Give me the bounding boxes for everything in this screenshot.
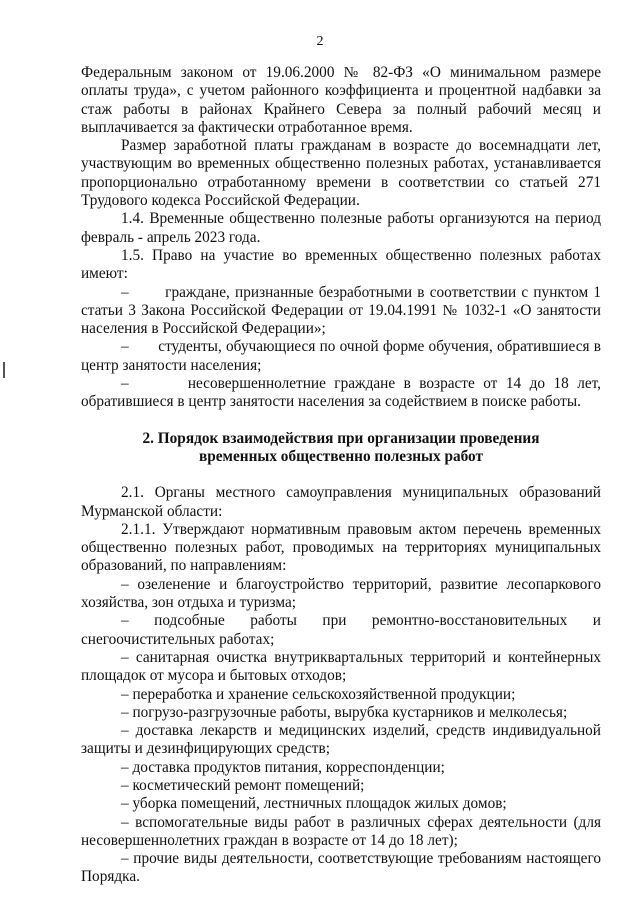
- list-item: – погрузо-разгрузочные работы, вырубка кустарников и мелколесья;: [121, 703, 568, 721]
- page-number: 2: [316, 34, 324, 49]
- list-item: – санитарная очистка внутриквартальных территорий и контейнерных площадок от мусора и бытовых отходов;: [81, 648, 601, 685]
- section-heading-line-1: 2. Порядок взаимодействия при организации проведения: [142, 429, 540, 447]
- list-item: – косметический ремонт помещений;: [121, 776, 365, 794]
- list-item: – студенты, обучающиеся по очной форме обучения, обратившиеся в центр занятости населения;: [81, 338, 601, 374]
- section-heading-line-2: временных общественно полезных работ: [198, 447, 484, 465]
- list-item: – несовершеннолетние граждане в возрасте от 14 до 18 лет, обратившиеся в центр занятости населения за содействием в поиске работы.: [81, 375, 601, 411]
- list-item: – озеленение и благоустройство территорий, развитие лесопаркового хозяйства, зон отдыха и туризма;: [81, 575, 601, 612]
- section-heading: [81, 430, 601, 467]
- paragraph: 2.1. Органы местного самоуправления муниципальных образований Мурманской области:: [81, 484, 601, 520]
- list-item: – прочие виды деятельности, соответствующие требованиям настоящего Порядка.: [81, 850, 601, 886]
- paragraph: Федеральным законом от 19.06.2000 № 82-ФЗ «О минимальном размере оплаты труда», с учетом районного коэффициента и процентной надбавки за стаж работы в районах Крайнего Севера за полный рабочий месяц и выплачивается за фактически отработанное время.: [81, 64, 601, 136]
- list-item: – доставка лекарств и медицинских изделий, средств индивидуальной защиты и дезинфицирующих средств;: [81, 722, 601, 758]
- paragraphs-bottom: [81, 484, 601, 887]
- list-item: – уборка помещений, лестничных площадок жилых домов;: [121, 795, 507, 813]
- paragraph: Размер заработной платы гражданам в возрасте до восемнадцати лет, участвующим во временных общественно полезных работах, устанавливается пропорционально отработанному времени в соответствии со статьей 271 Трудового кодекса Российской Федерации.: [81, 137, 601, 210]
- list-item: – вспомогательные виды работ в различных сферах деятельности (для несовершеннолетних граждан в возрасте от 14 до 18 лет);: [81, 813, 601, 849]
- document-body: [81, 64, 601, 887]
- list-item: – переработка и хранение сельскохозяйственной продукции;: [121, 685, 516, 703]
- paragraph: 1.4. Временные общественно полезные работы организуются на период февраль - апрель 2023 года.: [81, 210, 601, 246]
- paragraph: 1.5. Право на участие во временных общественно полезных работах имеют:: [81, 246, 601, 283]
- margin-mark: [3, 362, 5, 378]
- list-item: – граждане, признанные безработными в соответствии с пунктом 1 статьи 3 Закона Российской Федерации от 19.04.1991 № 1032-1 «О занятости населения в Российской Федерации»;: [81, 283, 601, 338]
- list-item: – подсобные работы при ремонтно-восстановительных и снегоочистительных работах;: [81, 612, 601, 648]
- list-item: – доставка продуктов питания, корреспонденции;: [121, 758, 445, 776]
- paragraphs-top: [81, 64, 601, 412]
- paragraph: 2.1.1. Утверждают нормативным правовым актом перечень временных общественно полезных работ, проводимых на территориях муниципальных образований, по направлениям:: [81, 520, 601, 575]
